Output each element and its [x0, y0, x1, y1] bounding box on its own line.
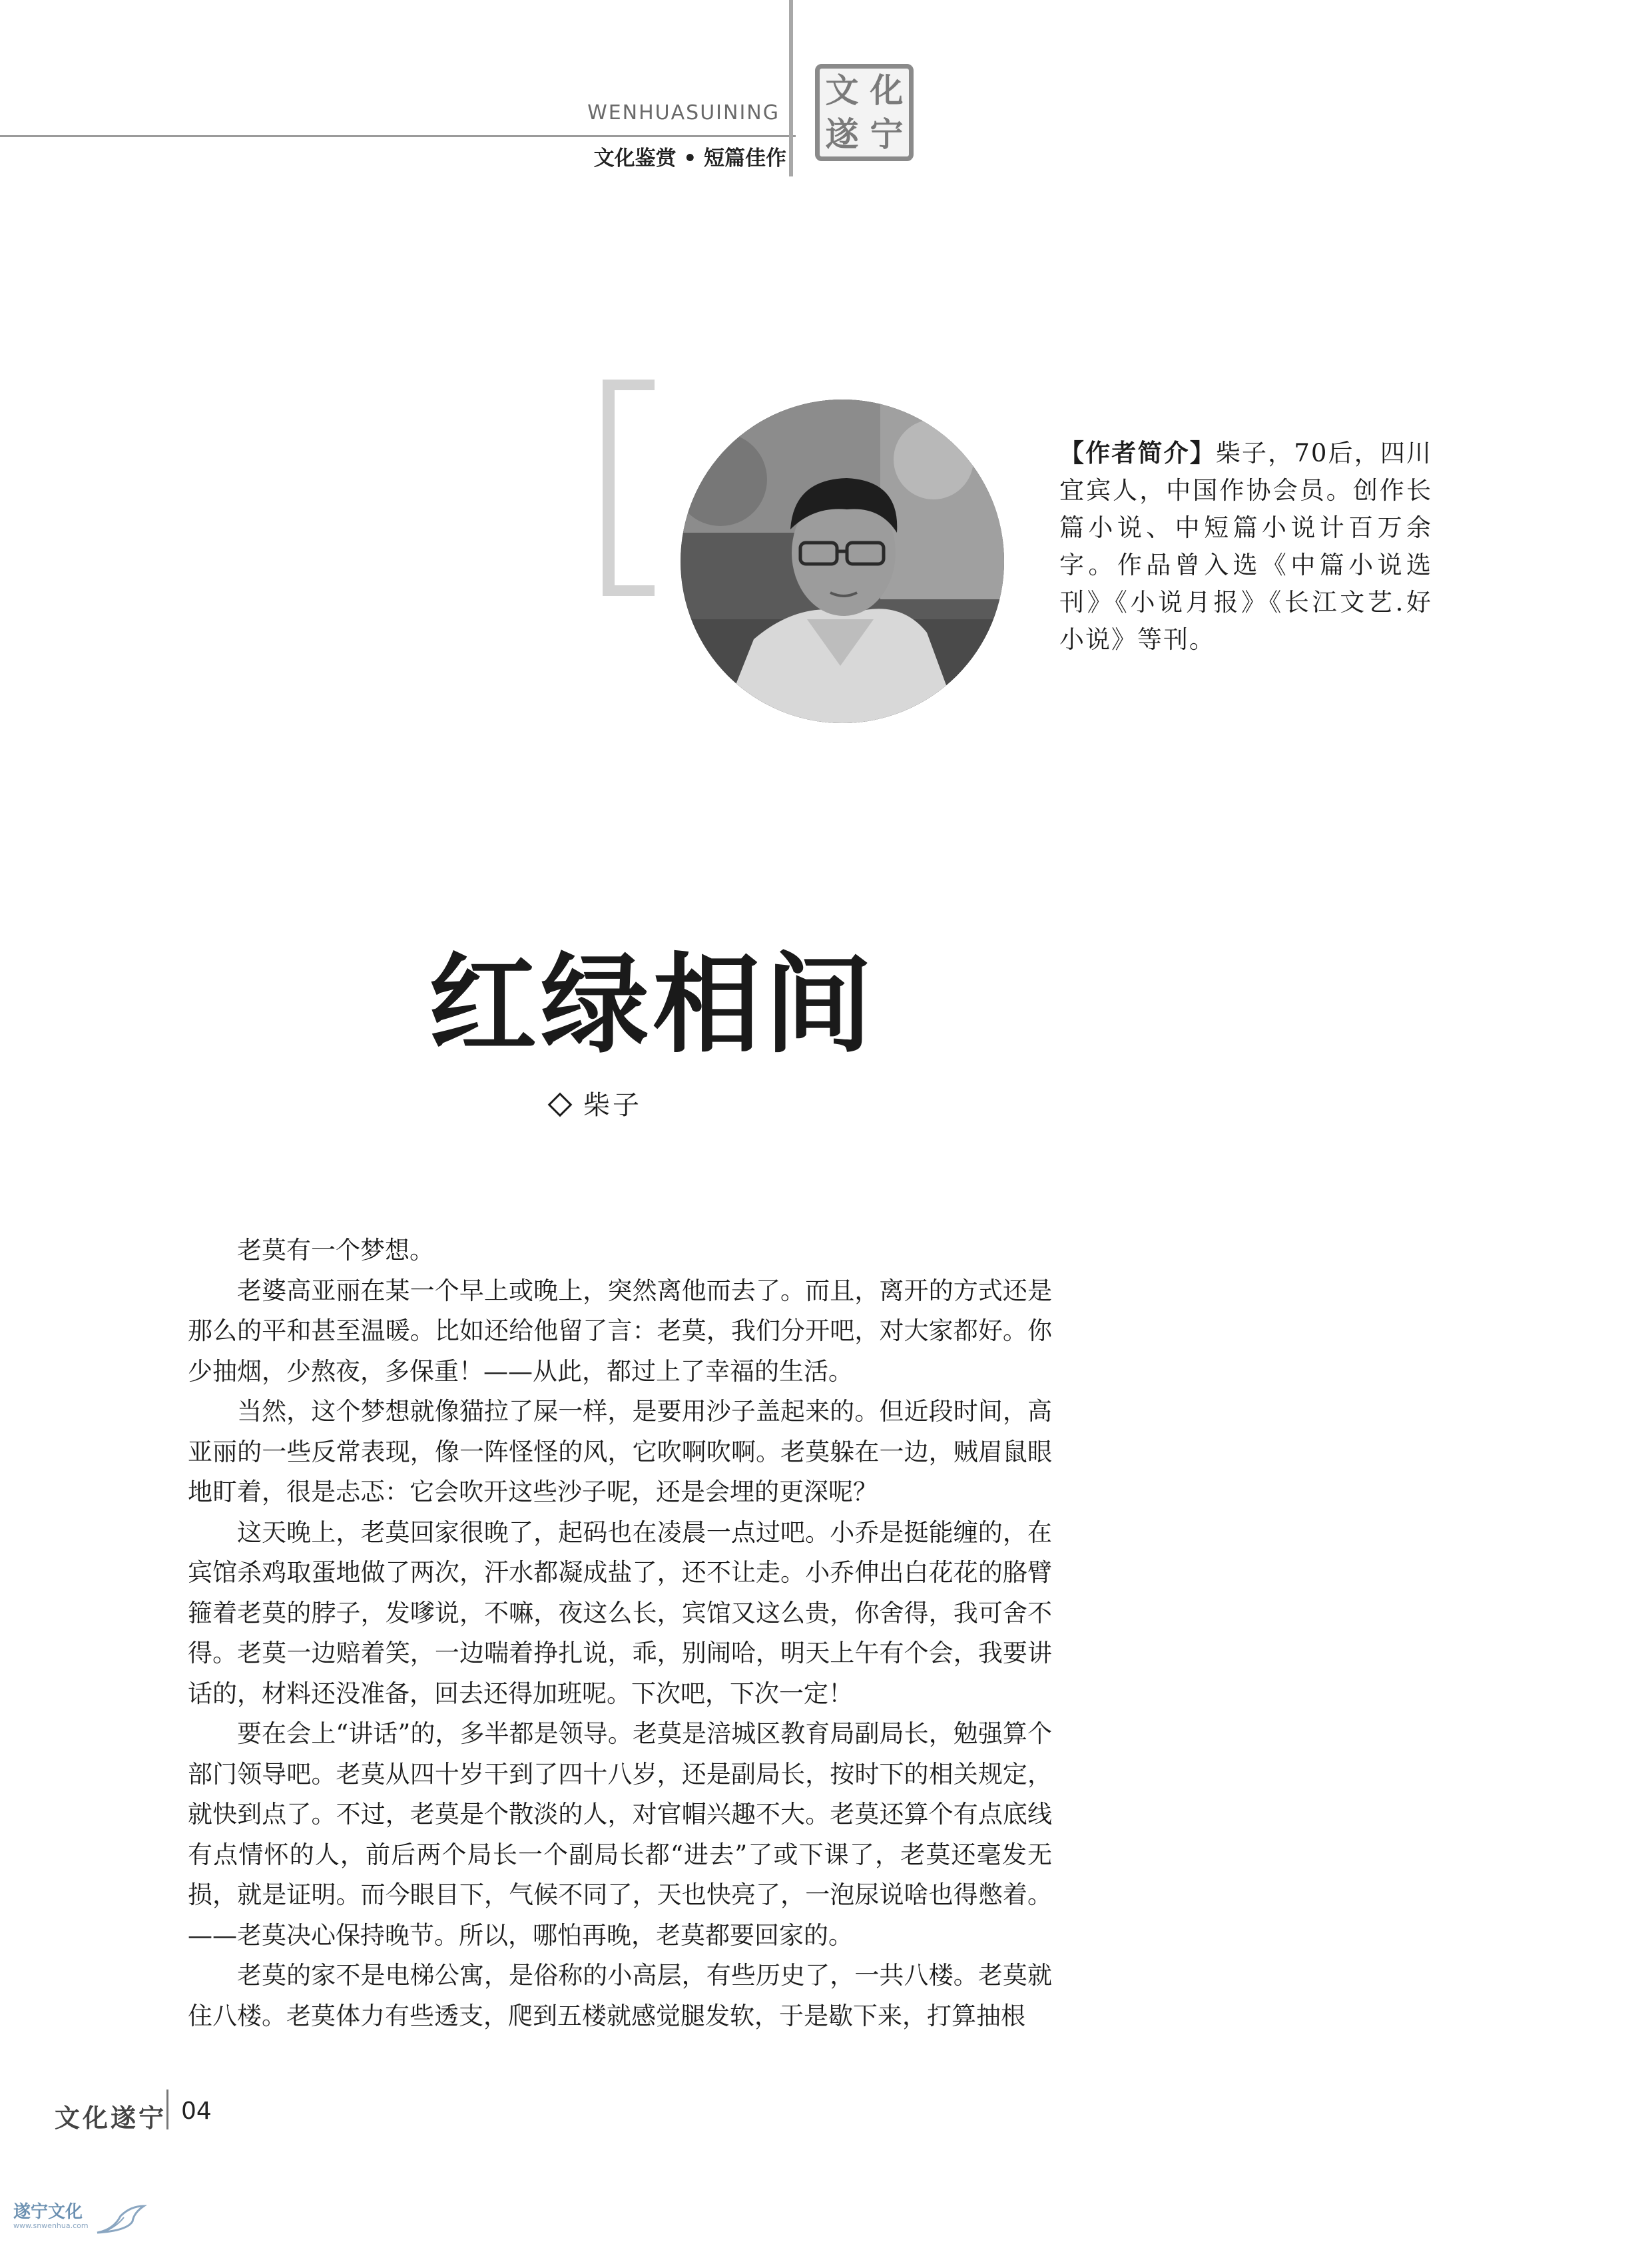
author-name: 柴子 [583, 1090, 642, 1121]
bracket-decoration-top [603, 380, 655, 390]
bracket-decoration-bottom [603, 585, 655, 596]
seal-logo [815, 64, 914, 161]
seal-char: 遂 [825, 115, 859, 154]
seal-char: 宁 [870, 115, 904, 154]
body-paragraph: 老莫有一个梦想。 [237, 1236, 434, 1264]
author-portrait [681, 400, 1004, 723]
footer-divider [166, 2090, 168, 2129]
seal-char: 化 [870, 71, 904, 110]
wing-icon [94, 2203, 147, 2236]
watermark-url: www.snwenhua.com [13, 2221, 89, 2230]
bio-text: 柴子，70后，四川宜宾人，中国作协会员。创作长篇小说、中短篇小说计百万余字。作品曾入选《中篇小说选刊》《小说月报》《长江文艺.好小说》等刊。 [1059, 439, 1432, 654]
header-rule [0, 135, 796, 137]
article-title: 红绿相间 [429, 942, 876, 1068]
header-divider [789, 0, 793, 176]
bracket-decoration [603, 380, 615, 596]
body-paragraph: 这天晚上，老莫回家很晚了，起码也在凌晨一点过吧。小乔是挺能缠的，在宾馆杀鸡取蛋地做了两次，汗水都凝成盐了，还不让走。小乔伸出白花花的胳臂箍着老莫的脖子，发嗲说，不嘛，夜这么长，宾馆又这么贵，你舍得，我可舍不得。老莫一边赔着笑，一边喘着挣扎说，乖，别闹哈，明天上午有个会，我要讲话的，材料还没准备，回去还得加班呢。下次吧，下次一定！ [188, 1518, 1052, 1708]
article-body [188, 1231, 1052, 2036]
body-paragraph: 老婆高亚丽在某一个早上或晚上，突然离他而去了。而且，离开的方式还是那么的平和甚至温暖。比如还给他留了言：老莫，我们分开吧，对大家都好。你少抽烟，少熬夜，多保重！——从此，都过上了幸福的生活。 [188, 1276, 1052, 1386]
footer-brand: 文化遂宁 [55, 2103, 167, 2133]
body-paragraph: 当然，这个梦想就像猫拉了屎一样，是要用沙子盖起来的。但近段时间，高亚丽的一些反常表现，像一阵怪怪的风，它吹啊吹啊。老莫躲在一边，贼眉鼠眼地盯着，很是忐忑：它会吹开这些沙子呢，还是会埋的更深呢？ [188, 1397, 1052, 1506]
header-section-label: 文化鉴赏 • 短篇佳作 [593, 146, 786, 170]
watermark [13, 2203, 147, 2236]
header-latin-title: WENHUASUINING [587, 101, 780, 125]
bio-label: 【作者简介】 [1059, 438, 1216, 467]
page-number: 04 [181, 2098, 212, 2125]
article-byline [551, 1084, 642, 1122]
author-bio [1059, 434, 1432, 659]
body-paragraph: 老莫的家不是电梯公寓，是俗称的小高层，有些历史了，一共八楼。老莫就住八楼。老莫体力有些透支，爬到五楼就感觉腿发软，于是歇下来，打算抽根 [188, 1961, 1052, 2030]
watermark-text: 遂宁文化 [13, 2202, 83, 2222]
diamond-icon [548, 1093, 573, 1117]
body-paragraph: 要在会上“讲话”的，多半都是领导。老莫是涪城区教育局副局长，勉强算个部门领导吧。老莫从四十岁干到了四十八岁，还是副局长，按时下的相关规定，就快到点了。不过，老莫是个散淡的人，对官帽兴趣不大。老莫还算个有点底线有点情怀的人，前后两个局长一个副局长都“进去”了或下课了，老莫还毫发无损，就是证明。而今眼目下，气候不同了，天也快亮了，一泡尿说啥也得憋着。——老莫决心保持晚节。所以，哪怕再晚，老莫都要回家的。 [188, 1719, 1052, 1950]
seal-char: 文 [825, 71, 859, 110]
watermark-text-group [13, 2203, 89, 2231]
